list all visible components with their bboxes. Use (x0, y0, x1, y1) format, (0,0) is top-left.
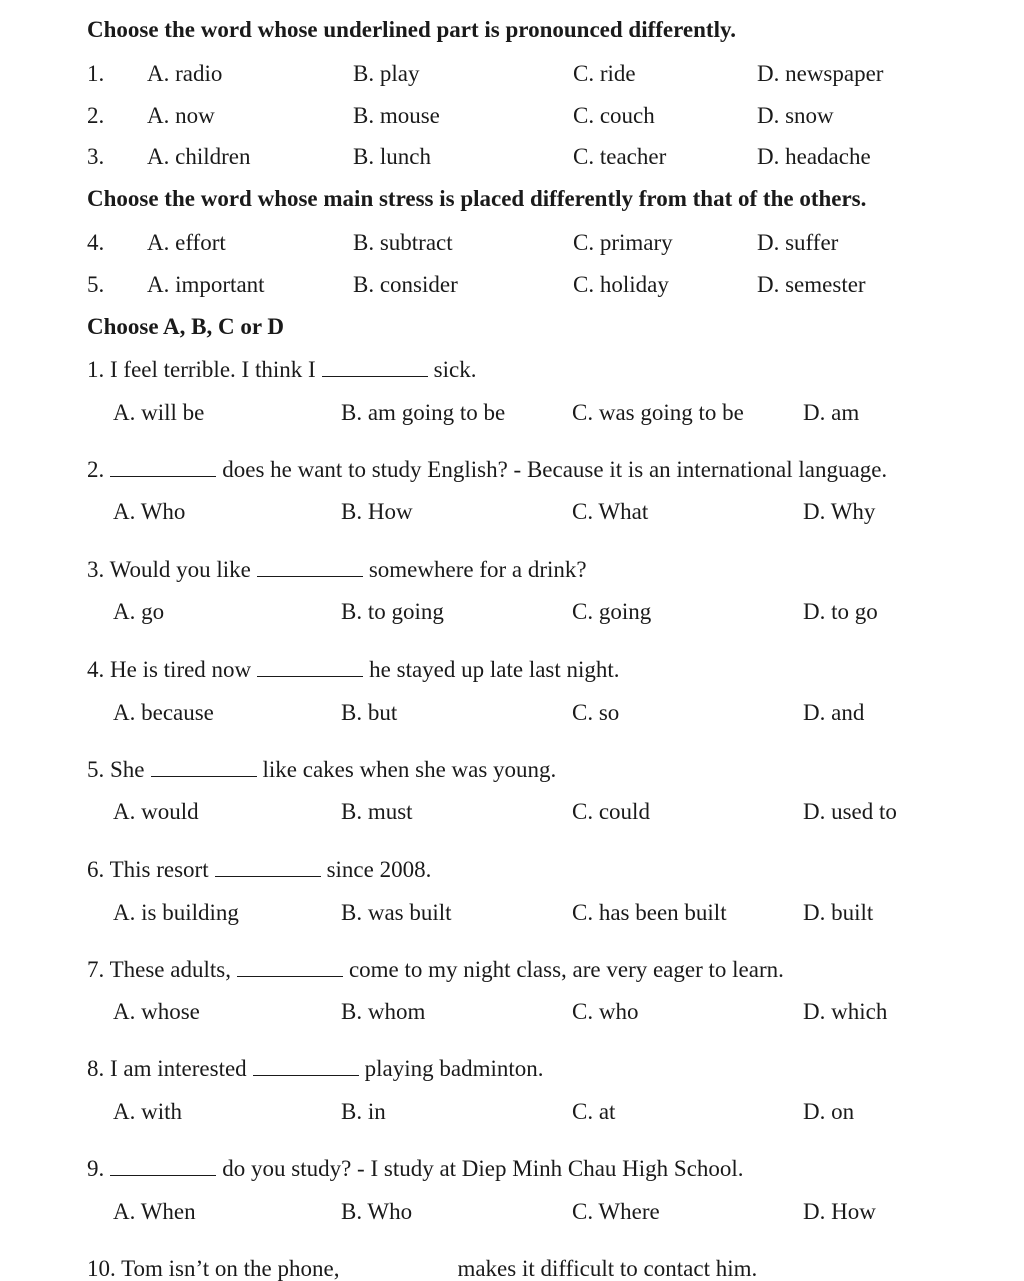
stem-after: playing badminton. (364, 1056, 544, 1081)
option-b: B. am going to be (341, 400, 506, 425)
option-c: C. holiday (573, 272, 669, 297)
section3-heading: Choose A, B, C or D (87, 314, 285, 339)
option-c: C. could (572, 799, 650, 824)
option-c: C. was going to be (572, 400, 744, 425)
option-a: A. effort (147, 230, 226, 255)
option-a: A. whose (113, 999, 200, 1024)
stem-after: do you study? - I study at Diep Minh Chau High School. (222, 1156, 744, 1181)
question-stem (87, 358, 476, 381)
answer-blank (257, 575, 363, 577)
option-a: A. is building (113, 900, 239, 925)
question-stem (87, 658, 620, 681)
question-stem (87, 758, 556, 781)
answer-blank (151, 775, 257, 777)
stem-after: come to my night class, are very eager to learn. (348, 957, 784, 982)
answer-blank (257, 675, 363, 677)
question-stem (87, 458, 887, 481)
question-stem (87, 858, 431, 881)
stem-after: does he want to study English? - Because it is an international language. (222, 457, 888, 482)
stem-before: 2. (87, 457, 105, 482)
stem-after: like cakes when she was young. (262, 757, 557, 782)
stem-before: 6. This resort (87, 857, 209, 882)
option-b: B. Who (341, 1199, 413, 1224)
option-d: D. Why (803, 499, 876, 524)
answer-blank (215, 875, 321, 877)
option-c: C. has been built (572, 900, 727, 925)
option-b: B. subtract (353, 230, 453, 255)
stem-after: since 2008. (326, 857, 432, 882)
option-d: D. which (803, 999, 888, 1024)
option-a: A. go (113, 599, 165, 624)
item-number: 4. (87, 230, 105, 255)
stem-after: sick. (433, 357, 477, 382)
question-stem (87, 1157, 744, 1180)
option-b: B. consider (353, 272, 458, 297)
option-b: B. must (341, 799, 413, 824)
option-b: B. in (341, 1099, 386, 1124)
stem-before: 3. Would you like (87, 557, 251, 582)
stem-before: 9. (87, 1156, 105, 1181)
option-c: C. who (572, 999, 639, 1024)
option-b: B. play (353, 61, 420, 86)
option-d: D. and (803, 700, 865, 725)
item-number: 1. (87, 61, 105, 86)
option-b: B. to going (341, 599, 444, 624)
question-stem (87, 958, 784, 981)
option-b: B. How (341, 499, 413, 524)
answer-blank (345, 1274, 451, 1276)
option-a: A. important (147, 272, 265, 297)
stem-after: somewhere for a drink? (368, 557, 587, 582)
question-stem (87, 558, 587, 581)
option-c: C. primary (573, 230, 673, 255)
question-stem (87, 1257, 757, 1280)
answer-blank (253, 1074, 359, 1076)
option-a: A. radio (147, 61, 223, 86)
answer-blank (237, 975, 343, 977)
option-d: D. snow (757, 103, 834, 128)
option-c: C. Where (572, 1199, 660, 1224)
question-stem (87, 1057, 544, 1080)
option-a: A. would (113, 799, 199, 824)
item-number: 5. (87, 272, 105, 297)
stem-before: 10. Tom isn’t on the phone, (87, 1256, 340, 1281)
option-c: C. ride (573, 61, 636, 86)
option-c: C. going (572, 599, 652, 624)
stem-after: he stayed up late last night. (369, 657, 620, 682)
option-c: C. so (572, 700, 620, 725)
answer-blank (110, 1174, 216, 1176)
option-d: D. headache (757, 144, 871, 169)
option-c: C. What (572, 499, 649, 524)
option-c: C. couch (573, 103, 655, 128)
option-b: B. mouse (353, 103, 440, 128)
option-a: A. Who (113, 499, 186, 524)
option-a: A. with (113, 1099, 182, 1124)
stem-before: 8. I am interested (87, 1056, 247, 1081)
option-d: D. semester (757, 272, 866, 297)
item-number: 2. (87, 103, 105, 128)
option-a: A. will be (113, 400, 205, 425)
answer-blank (110, 475, 216, 477)
option-a: A. children (147, 144, 251, 169)
section1-heading: Choose the word whose underlined part is pronounced differently. (87, 17, 736, 42)
option-d: D. on (803, 1099, 855, 1124)
stem-before: 7. These adults, (87, 957, 231, 982)
option-b: B. whom (341, 999, 426, 1024)
option-d: D. built (803, 900, 874, 925)
option-b: B. but (341, 700, 398, 725)
option-c: C. teacher (573, 144, 667, 169)
option-d: D. used to (803, 799, 897, 824)
option-d: D. suffer (757, 230, 839, 255)
stem-after: makes it difficult to contact him. (457, 1256, 758, 1281)
option-b: B. lunch (353, 144, 431, 169)
option-a: A. now (147, 103, 215, 128)
option-c: C. at (572, 1099, 616, 1124)
stem-before: 4. He is tired now (87, 657, 252, 682)
option-d: D. newspaper (757, 61, 884, 86)
answer-blank (322, 375, 428, 377)
option-a: A. because (113, 700, 214, 725)
option-d: D. How (803, 1199, 876, 1224)
item-number: 3. (87, 144, 105, 169)
option-a: A. When (113, 1199, 196, 1224)
option-d: D. am (803, 400, 860, 425)
section2-heading: Choose the word whose main stress is placed differently from that of the others. (87, 186, 867, 211)
stem-before: 5. She (87, 757, 145, 782)
option-b: B. was built (341, 900, 452, 925)
option-d: D. to go (803, 599, 878, 624)
stem-before: 1. I feel terrible. I think I (87, 357, 316, 382)
